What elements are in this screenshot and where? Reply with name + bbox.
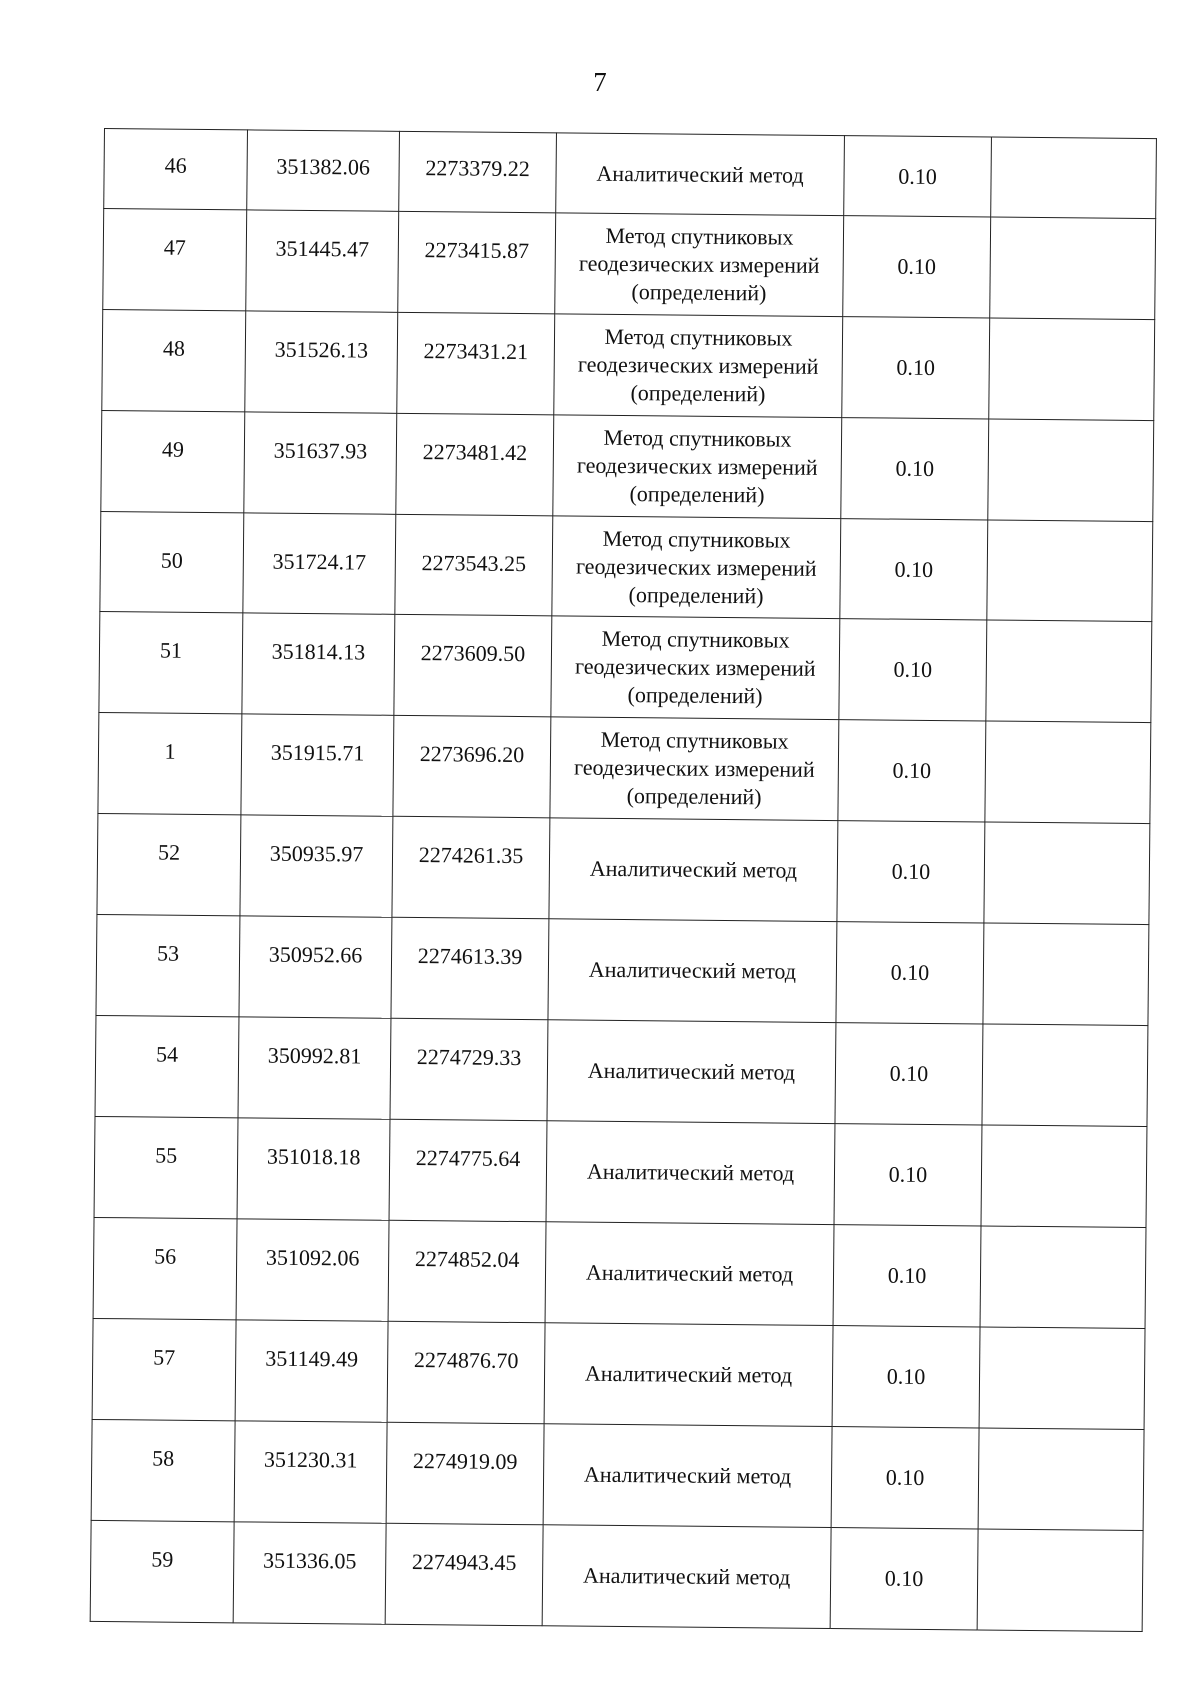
point-number: 51: [99, 611, 243, 713]
coord-x: 351526.13: [245, 311, 398, 413]
accuracy: 0.10: [841, 418, 989, 520]
accuracy: 0.10: [830, 1528, 978, 1630]
coord-y: 2273415.87: [398, 211, 556, 314]
note: [982, 1024, 1148, 1127]
table-row: [91, 1419, 1144, 1530]
note: [989, 318, 1155, 421]
accuracy: 0.10: [843, 216, 991, 318]
coordinates-table: [90, 128, 1157, 1632]
table-row: [101, 410, 1154, 521]
coord-x: 351382.06: [247, 130, 400, 211]
method: Аналитический метод: [542, 1525, 831, 1629]
method: Метод спутниковых геодезических измерений (определений): [552, 516, 841, 619]
table-row: [97, 813, 1150, 924]
coord-x: 351336.05: [233, 1522, 386, 1624]
coord-y: 2274613.39: [391, 917, 549, 1020]
coord-x: 350952.66: [239, 916, 392, 1018]
coord-x: 351814.13: [242, 613, 395, 715]
coord-x: 351092.06: [236, 1219, 389, 1321]
table-row: [92, 1318, 1145, 1429]
coord-x: 351018.18: [237, 1118, 390, 1220]
note: [985, 721, 1151, 824]
accuracy: 0.10: [831, 1427, 979, 1529]
note: [991, 137, 1157, 219]
note: [983, 923, 1149, 1026]
method: Метод спутниковых геодезических измерений (определений): [554, 314, 843, 418]
coord-y: 2274775.64: [389, 1119, 547, 1222]
coord-x: 351149.49: [235, 1320, 388, 1422]
accuracy: 0.10: [835, 1023, 983, 1125]
point-number: 56: [93, 1217, 237, 1319]
point-number: 48: [102, 309, 246, 411]
note: [981, 1125, 1147, 1228]
method: Аналитический метод: [549, 818, 838, 922]
note: [990, 217, 1156, 320]
table-row: [99, 611, 1152, 722]
coord-x: 350935.97: [240, 815, 393, 917]
point-number: 58: [91, 1419, 235, 1521]
accuracy: 0.10: [834, 1124, 982, 1226]
accuracy: 0.10: [844, 136, 992, 217]
note: [987, 520, 1153, 622]
coord-y: 2273481.42: [396, 413, 554, 516]
point-number: 59: [90, 1520, 234, 1622]
coord-y: 2273543.25: [395, 514, 553, 616]
point-number: 54: [95, 1015, 239, 1117]
method: Аналитический метод: [556, 133, 845, 216]
point-number: 47: [103, 209, 247, 311]
coord-y: 2274876.70: [387, 1321, 545, 1424]
coord-y: 2274729.33: [390, 1018, 548, 1121]
note: [977, 1529, 1143, 1632]
table-row: [96, 914, 1149, 1025]
coord-x: 351915.71: [241, 714, 394, 816]
coord-x: 351637.93: [244, 412, 397, 514]
table-row: [98, 712, 1151, 823]
point-number: 53: [96, 914, 240, 1016]
coord-x: 351445.47: [246, 210, 399, 312]
point-number: 1: [98, 712, 242, 814]
point-number: 49: [101, 410, 245, 512]
coord-x: 350992.81: [238, 1017, 391, 1119]
point-number: 50: [100, 511, 244, 612]
point-number: 55: [94, 1116, 238, 1218]
method: Аналитический метод: [546, 1121, 835, 1225]
coord-y: 2273431.21: [397, 312, 555, 415]
coord-y: 2273609.50: [394, 614, 552, 717]
accuracy: 0.10: [837, 821, 985, 923]
accuracy: 0.10: [840, 519, 988, 620]
coord-y: 2273379.22: [399, 131, 557, 213]
method: Аналитический метод: [544, 1323, 833, 1427]
note: [978, 1428, 1144, 1531]
method: Метод спутниковых геодезических измерений (определений): [553, 415, 842, 519]
note: [986, 620, 1152, 723]
point-number: 46: [104, 129, 248, 210]
method: Аналитический метод: [548, 919, 837, 1023]
accuracy: 0.10: [839, 619, 987, 721]
point-number: 52: [97, 813, 241, 915]
method: Аналитический метод: [543, 1424, 832, 1528]
note: [984, 822, 1150, 925]
table-row: [102, 309, 1155, 420]
coord-y: 2273696.20: [393, 715, 551, 818]
coord-y: 2274943.45: [385, 1523, 543, 1626]
coord-y: 2274261.35: [392, 816, 550, 919]
table-row: [104, 129, 1157, 219]
method: Метод спутниковых геодезических измерений (определений): [551, 616, 840, 720]
method: Аналитический метод: [547, 1020, 836, 1124]
coord-x: 351724.17: [243, 513, 396, 614]
table-row: [100, 511, 1153, 621]
coord-x: 351230.31: [234, 1421, 387, 1523]
table-row: [90, 1520, 1143, 1631]
table-row: [94, 1116, 1147, 1227]
method: Аналитический метод: [545, 1222, 834, 1326]
accuracy: 0.10: [838, 720, 986, 822]
table-row: [103, 209, 1156, 320]
accuracy: 0.10: [836, 922, 984, 1024]
point-number: 57: [92, 1318, 236, 1420]
table-row: [93, 1217, 1146, 1328]
page-number: 7: [593, 67, 607, 97]
coord-y: 2274852.04: [388, 1220, 546, 1323]
note: [979, 1327, 1145, 1430]
coord-y: 2274919.09: [386, 1422, 544, 1525]
note: [988, 419, 1154, 522]
accuracy: 0.10: [842, 317, 990, 419]
accuracy: 0.10: [833, 1225, 981, 1327]
table-row: [95, 1015, 1148, 1126]
method: Метод спутниковых геодезических измерений (определений): [550, 717, 839, 821]
method: Метод спутниковых геодезических измерений (определений): [555, 213, 844, 317]
accuracy: 0.10: [832, 1326, 980, 1428]
note: [980, 1226, 1146, 1329]
